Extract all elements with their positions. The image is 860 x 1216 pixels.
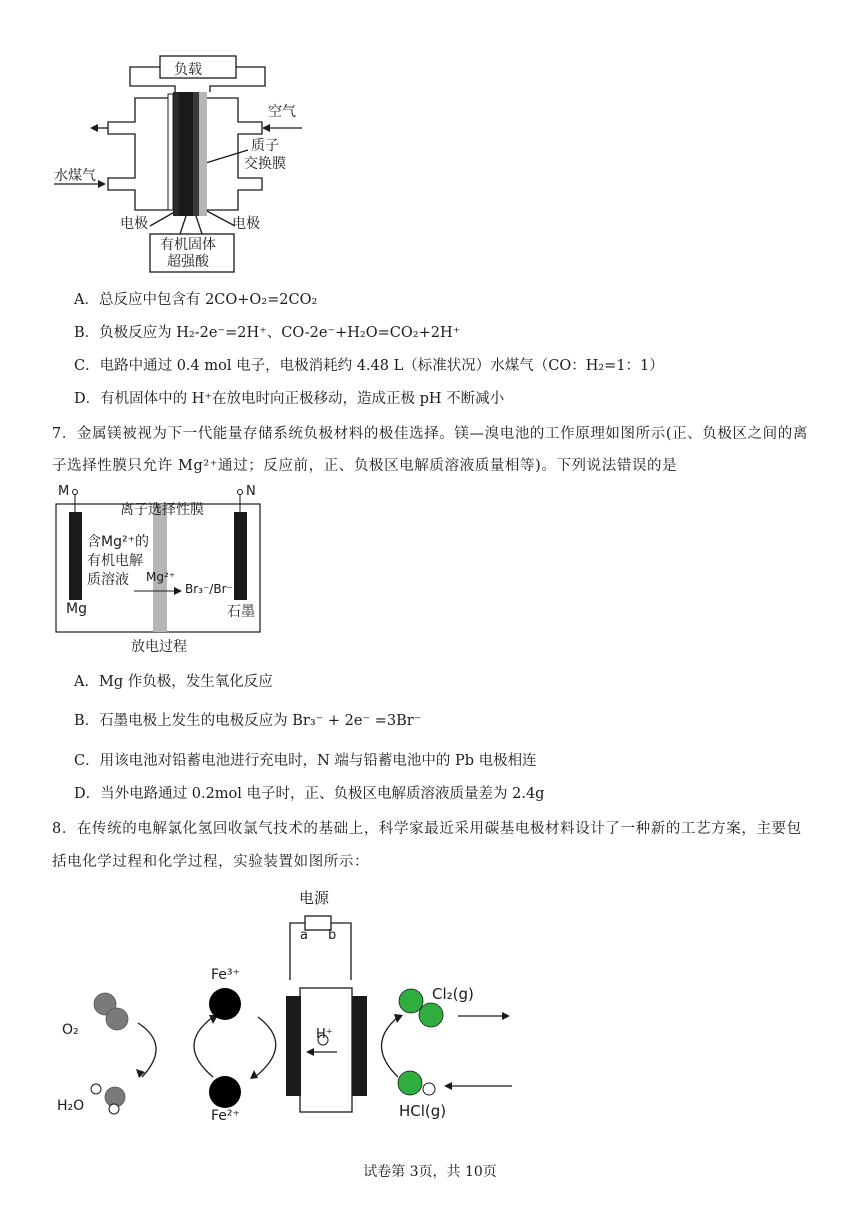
page-footer: 试卷第 3页，共 10页 [363,1164,497,1180]
h-plus-label: H⁺ [316,1027,333,1042]
graphite-electrode-label: 石墨 [227,604,255,620]
terminal-a-label: a [300,928,308,943]
couple-label: Br₃⁻/Br⁻ [185,582,233,596]
proton-membrane [179,92,193,216]
membrane-label-1: 质子 [251,138,279,154]
q8-stem-line-2: 括电化学过程和化学过程，实验装置如图所示： [52,854,370,870]
air-label: 空气 [268,104,296,120]
electrolysis-cell [300,988,352,1112]
load-label: 负载 [174,62,202,78]
q7-option-c: C．用该电池对铅蓄电池进行充电时，N 端与铅蓄电池中的 Pb 电极相连 [74,753,537,769]
membrane-label: 离子选择性膜 [120,502,204,518]
q7-option-b: B．石墨电极上发生的电极反应为 Br₃⁻ + 2e⁻ =3Br⁻ [74,713,422,729]
mg-electrode-label: Mg [66,601,87,617]
electrode-right-label: 电极 [232,216,260,232]
electrolyte-label-3: 质溶液 [87,572,129,588]
ion-label: Mg²⁺ [146,570,176,584]
mg-electrode [69,512,82,600]
q6-option-a: A．总反应中包含有 2CO+O₂=2CO₂ [74,292,318,308]
cathode-electrode [352,996,367,1096]
hcl-label: HCl(g) [399,1102,447,1120]
acid-label-1: 有机固体 [160,237,216,253]
water-gas-label: 水煤气 [54,168,96,184]
terminal-m-label: M [58,484,70,499]
fe2-label: Fe²⁺ [211,1108,240,1124]
fe3-label: Fe³⁺ [211,967,240,983]
q6-option-b: B．负极反应为 H₂-2e⁻=2H⁺、CO-2e⁻+H₂O=CO₂+2H⁺ [74,325,461,341]
cl2-label: Cl₂(g) [432,985,474,1003]
electrolyte-label-1: 含Mg²⁺的 [87,534,149,550]
ion-membrane [153,504,167,632]
q7-option-d: D．当外电路通过 0.2mol 电子时，正、负极区电解质溶液质量差为 2.4g [74,786,545,802]
membrane-label-2: 交换膜 [244,156,286,172]
q8-stem-line-1: 8．在传统的电解氯化氢回收氯气技术的基础上，科学家最近采用碳基电极材料设计了一种新的工艺方案，主要包 [52,821,802,837]
terminal-n-label: N [246,484,256,499]
q6-option-c: C．电路中通过 0.4 mol 电子，电极消耗约 4.48 L（标准状况）水煤气（CO：H₂=1：1） [74,358,664,374]
q7-stem-line-1: 7．金属镁被视为下一代能量存储系统负极材料的极佳选择。镁—溴电池的工作原理如图所示(正、负极区之间的离 [52,426,808,442]
acid-label-2: 超强酸 [167,254,209,270]
q7-option-a: A．Mg 作负极，发生氧化反应 [74,674,273,690]
h2o-label: H₂O [57,1098,85,1114]
discharge-caption: 放电过程 [131,639,187,655]
electrolysis-figure [50,880,520,1130]
terminal-b-label: b [328,928,337,943]
anode-electrode [286,996,301,1096]
q6-option-d: D．有机固体中的 H⁺在放电时向正极移动，造成正极 pH 不断减小 [74,391,505,407]
q7-stem-line-2: 子选择性膜只允许 Mg²⁺通过；反应前，正、负极区电解质溶液质量相等)。下列说法错误的是 [52,458,678,474]
power-label: 电源 [299,889,330,907]
electrode-left-label: 电极 [120,216,148,232]
electrolyte-label-2: 有机电解 [87,553,143,569]
o2-label: O₂ [62,1022,79,1038]
graphite-electrode [234,512,247,600]
electrolysis-diagram [50,880,520,1130]
